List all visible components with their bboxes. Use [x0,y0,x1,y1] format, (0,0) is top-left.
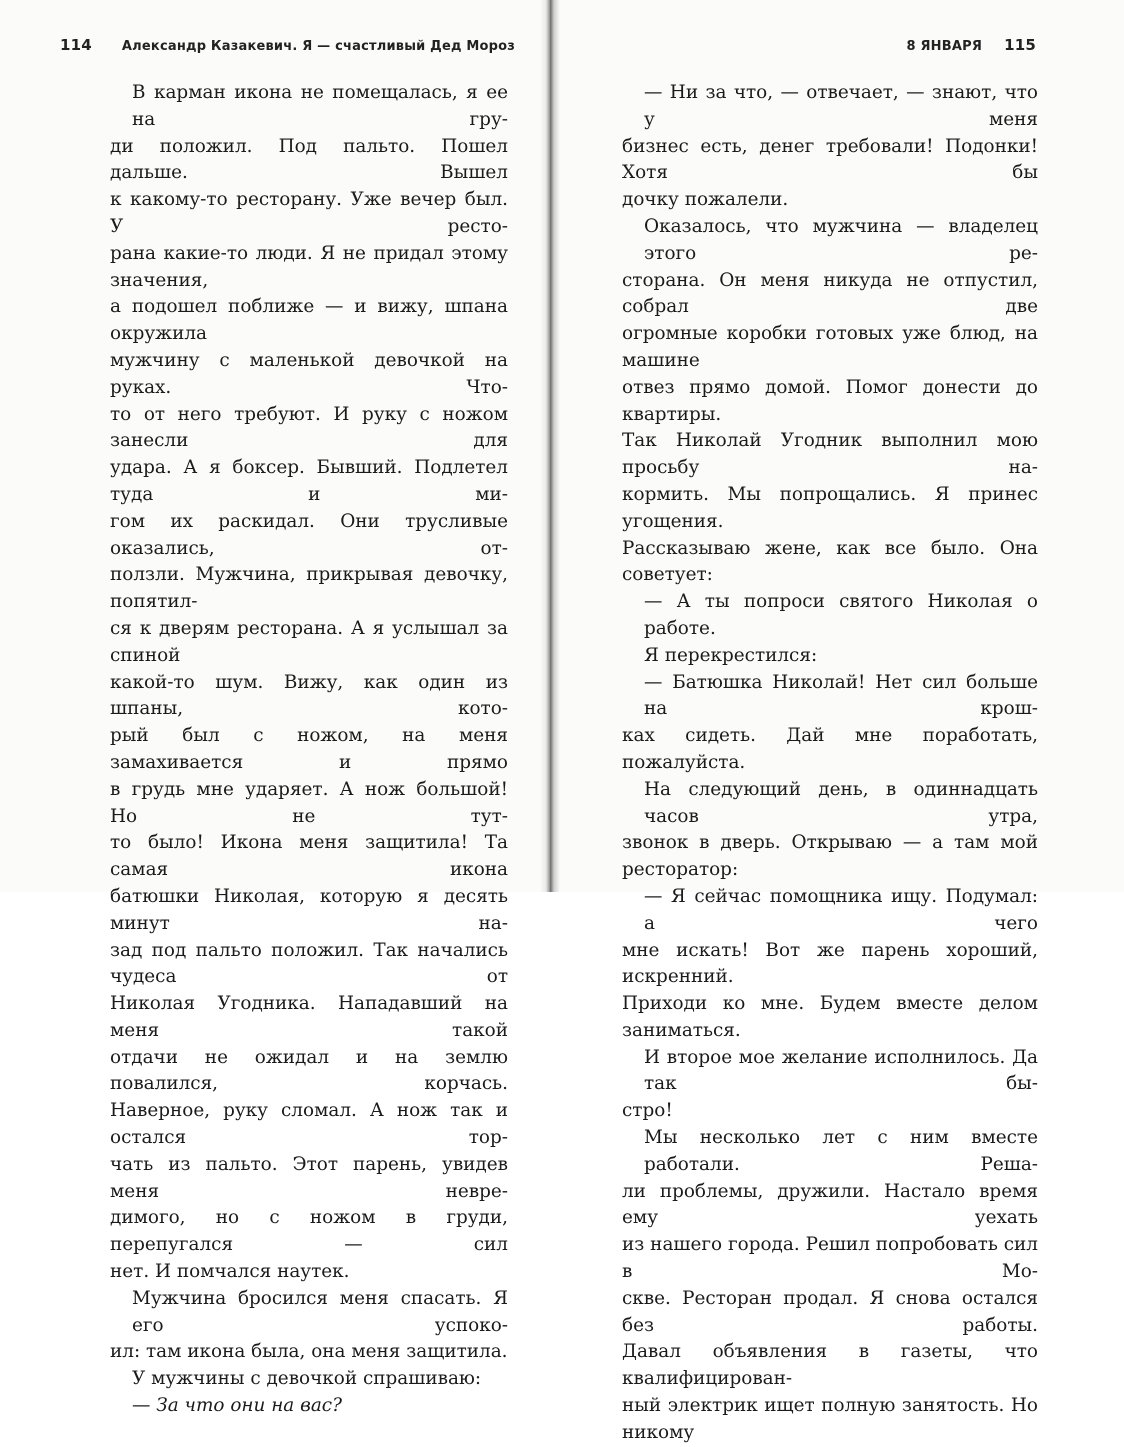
text-line: У мужчины с девочкой спрашиваю: [132,1368,482,1390]
text-line: то было! Икона меня защитила! Та самая икона [110,832,508,881]
left-text-column [110,80,508,1420]
text-line: Давал объявления в газеты, что квалифицирован- [622,1341,1038,1390]
text-line: рана какие-то люди. Я не придал этому значения, [110,242,508,291]
text-line: Мы несколько лет с ним вместе работали. Реша- [644,1127,1038,1175]
text-line: мужчину с маленькой девочкой на руках. Что- [110,349,508,398]
text-line: — Батюшка Николай! Нет сил больше на крош- [644,671,1038,720]
text-line: к какому-то ресторану. Уже вечер был. У ресто- [110,189,508,237]
text-line: удара. А я боксер. Бывший. Подлетел туда и ми- [110,457,508,505]
text-line: скве. Ресторан продал. Я снова остался без работы. [622,1287,1038,1336]
text-line: Приходи ко мне. Будем вместе делом заниматься. [622,993,1038,1041]
paragraph [110,1393,508,1420]
left-page-number: 114 [60,36,92,54]
text-line: ся к дверям ресторана. А я услышал за спиной [110,617,508,666]
right-running-head [907,36,1037,54]
paragraph [622,884,1038,1045]
text-line: ках сидеть. Дай мне поработать, пожалуйста. [622,725,1038,773]
text-line: В карман икона не помещалась, я ее на гру- [132,82,508,130]
text-line: — Ни за что, — отвечает, — знают, что у меня [644,82,1038,130]
paragraph [622,80,1038,214]
text-line: дочку пожалели. [622,189,789,211]
left-running-title: Александр Казакевич. Я — счастливый Дед Мороз [121,39,516,54]
text-line: ли проблемы, дружили. Настало время ему уехать [622,1180,1038,1229]
text-line: Николая Угодника. Нападавший на меня такой [110,993,508,1041]
right-running-title: 8 ЯНВАРЯ [906,39,983,54]
text-line: Оказалось, что мужчина — владелец этого ре- [644,215,1038,264]
text-line: батюшки Николая, которую я десять минут на- [110,885,508,934]
text-line: рый был с ножом, на меня замахивается и прямо [110,725,508,773]
text-line: ползли. Мужчина, прикрывая девочку, попятил- [110,564,508,613]
text-line: Рассказываю жене, как все было. Она советует: [622,537,1038,586]
text-line: в грудь мне ударяет. А нож большой! Но не тут- [110,778,508,827]
text-line: а подошел поближе — и вижу, шпана окружила [110,296,508,345]
text-line: И второе мое желание исполнилось. Да так бы- [644,1046,1038,1095]
text-line: зад под пальто положил. Так начались чудеса от [110,939,508,988]
text-line: Я перекрестился: [644,644,818,666]
text-line: чать из пальто. Этот парень, увидев меня невре- [110,1153,508,1202]
text-line: ный электрик ищет полную занятость. Но никому [622,1395,1038,1443]
paragraph [622,589,1038,643]
text-line: — Я сейчас помощника ищу. Подумал: а чего [644,885,1038,934]
paragraph [622,670,1038,777]
text-line: отвез прямо домой. Помог донести до квартиры. [622,376,1038,425]
text-line: какой-то шум. Вижу, как один из шпаны, кото- [110,671,508,720]
text-line: Наверное, руку сломал. А нож так и остался тор- [110,1100,508,1149]
text-line: — А ты попроси святого Николая о работе. [644,591,1038,639]
left-running-head [60,36,515,54]
paragraph [110,1366,508,1393]
right-page-number: 115 [1004,36,1036,54]
book-gutter [540,0,560,892]
text-line: ди положил. Под пальто. Пошел дальше. Вышел [110,135,508,184]
text-line: — За что они на вас? [132,1395,342,1417]
text-line: ил: там икона была, она меня защитила. [110,1341,508,1363]
text-line: Так Николай Угодник выполнил мою просьбу на- [622,430,1038,479]
text-line: звонок в дверь. Открываю — а там мой ресторатор: [622,832,1038,881]
text-line: димого, но с ножом в груди, перепугался — сил [110,1207,508,1256]
text-line: бизнес есть, денег требовали! Подонки! Хотя бы [622,135,1038,184]
text-line: нет. И помчался наутек. [110,1261,350,1283]
text-line: отдачи не ожидал и на землю повалился, корчась. [110,1046,508,1095]
paragraph [622,777,1038,884]
paragraph [110,80,508,1286]
paragraph [622,1045,1038,1125]
paragraph [622,214,1038,589]
paragraph [622,643,1038,670]
paragraph [622,1125,1038,1447]
paragraph [110,1286,508,1366]
text-line: На следующий день, в одиннадцать часов утра, [644,778,1038,827]
text-line: стро! [622,1100,673,1122]
text-line: из нашего города. Решил попробовать сил в Мо- [622,1234,1038,1283]
text-line: сторана. Он меня никуда не отпустил, собрал две [622,269,1038,318]
text-line: Мужчина бросился меня спасать. Я его успоко- [132,1287,508,1336]
text-line: гом их раскидал. Они трусливые оказались, от- [110,510,508,559]
text-line: мне искать! Вот же парень хороший, искренний. [622,939,1038,988]
text-line: кормить. Мы попрощались. Я принес угощения. [622,483,1038,532]
text-line: огромные коробки готовых уже блюд, на машине [622,323,1038,371]
right-text-column [622,80,1038,1447]
text-line: то от него требуют. И руку с ножом занесли для [110,403,508,452]
